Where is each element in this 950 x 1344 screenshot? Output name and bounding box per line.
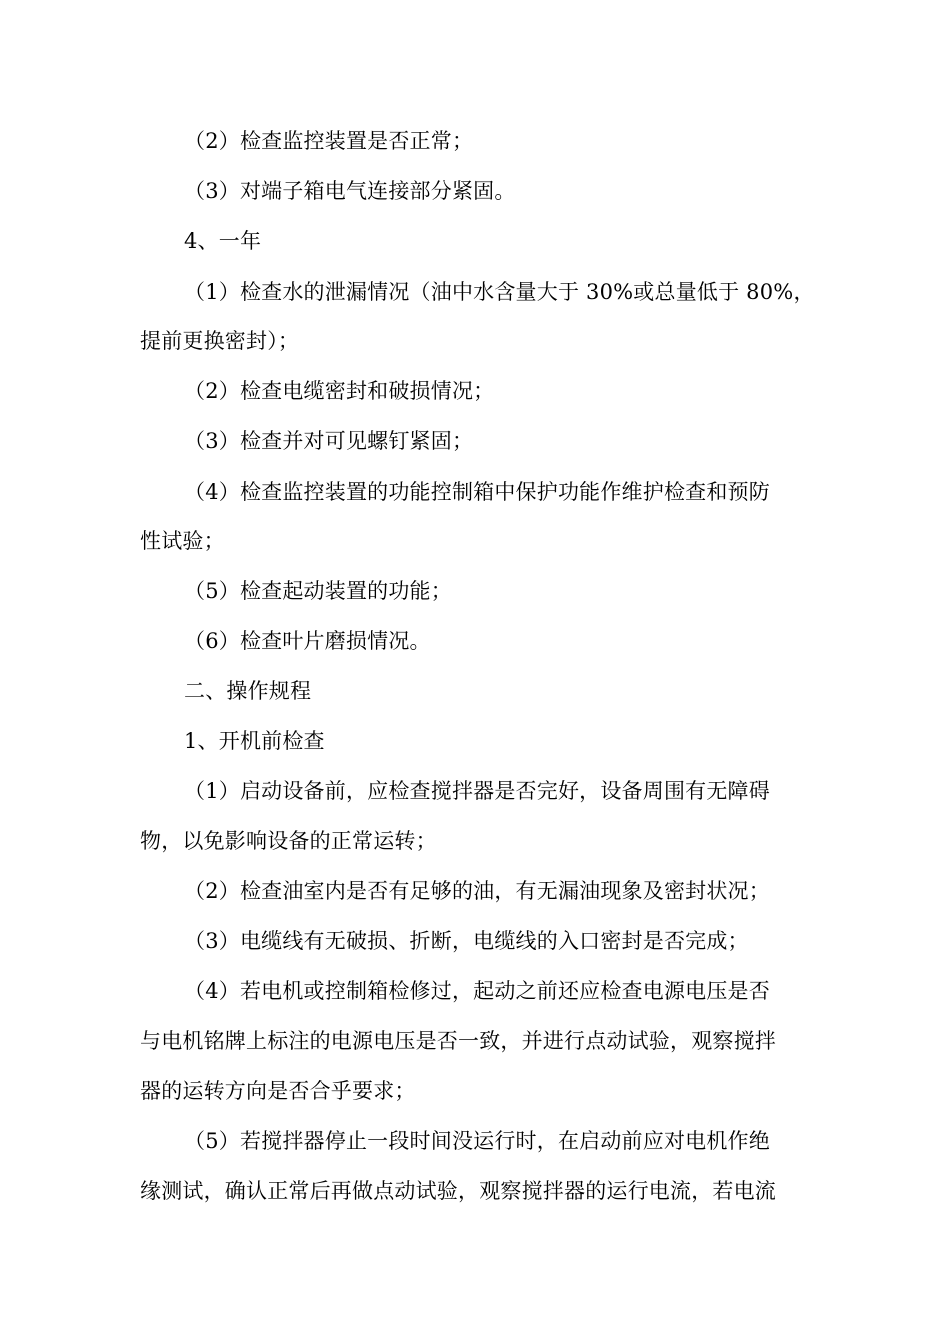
text-line: 提前更换密封）；	[140, 329, 300, 353]
text-line: （2）检查油室内是否有足够的油，有无漏油现象及密封状况；	[184, 879, 770, 903]
text-line: （2）检查电缆密封和破损情况；	[184, 379, 495, 403]
text-line: （5）若搅拌器停止一段时间没运行时，在启动前应对电机作绝	[184, 1129, 770, 1153]
section-heading: 二、操作规程	[184, 679, 312, 703]
text-line: 性试验；	[140, 529, 225, 553]
text-line: 器的运转方向是否合乎要求；	[140, 1079, 416, 1103]
text-line: 与电机铭牌上标注的电源电压是否一致，并进行点动试验，观察搅拌	[140, 1029, 776, 1053]
section-heading: 1、开机前检查	[184, 729, 325, 753]
text-line: （2）检查监控装置是否正常；	[184, 129, 474, 153]
section-heading: 4、一年	[184, 229, 262, 253]
text-line: （3）电缆线有无破损、折断，电缆线的入口密封是否完成；	[184, 929, 749, 953]
text-line: （1）启动设备前，应检查搅拌器是否完好，设备周围有无障碍	[184, 779, 770, 803]
text-line: （5）检查起动装置的功能；	[184, 579, 452, 603]
text-line: （3）检查并对可见螺钉紧固；	[184, 429, 474, 453]
text-line: 物，以免影响设备的正常运转；	[140, 829, 437, 853]
text-line: 缘测试，确认正常后再做点动试验，观察搅拌器的运行电流，若电流	[140, 1179, 776, 1203]
text-line: （3）对端子箱电气连接部分紧固。	[184, 179, 516, 203]
text-line: （4）检查监控装置的功能控制箱中保护功能作维护检查和预防	[184, 480, 770, 504]
text-line: （4）若电机或控制箱检修过，起动之前还应检查电源电压是否	[184, 979, 770, 1003]
text-line: （6）检查叶片磨损情况。	[184, 629, 431, 653]
text-line: （1）检查水的泄漏情况（油中水含量大于 30%或总量低于 80%，	[184, 280, 815, 304]
